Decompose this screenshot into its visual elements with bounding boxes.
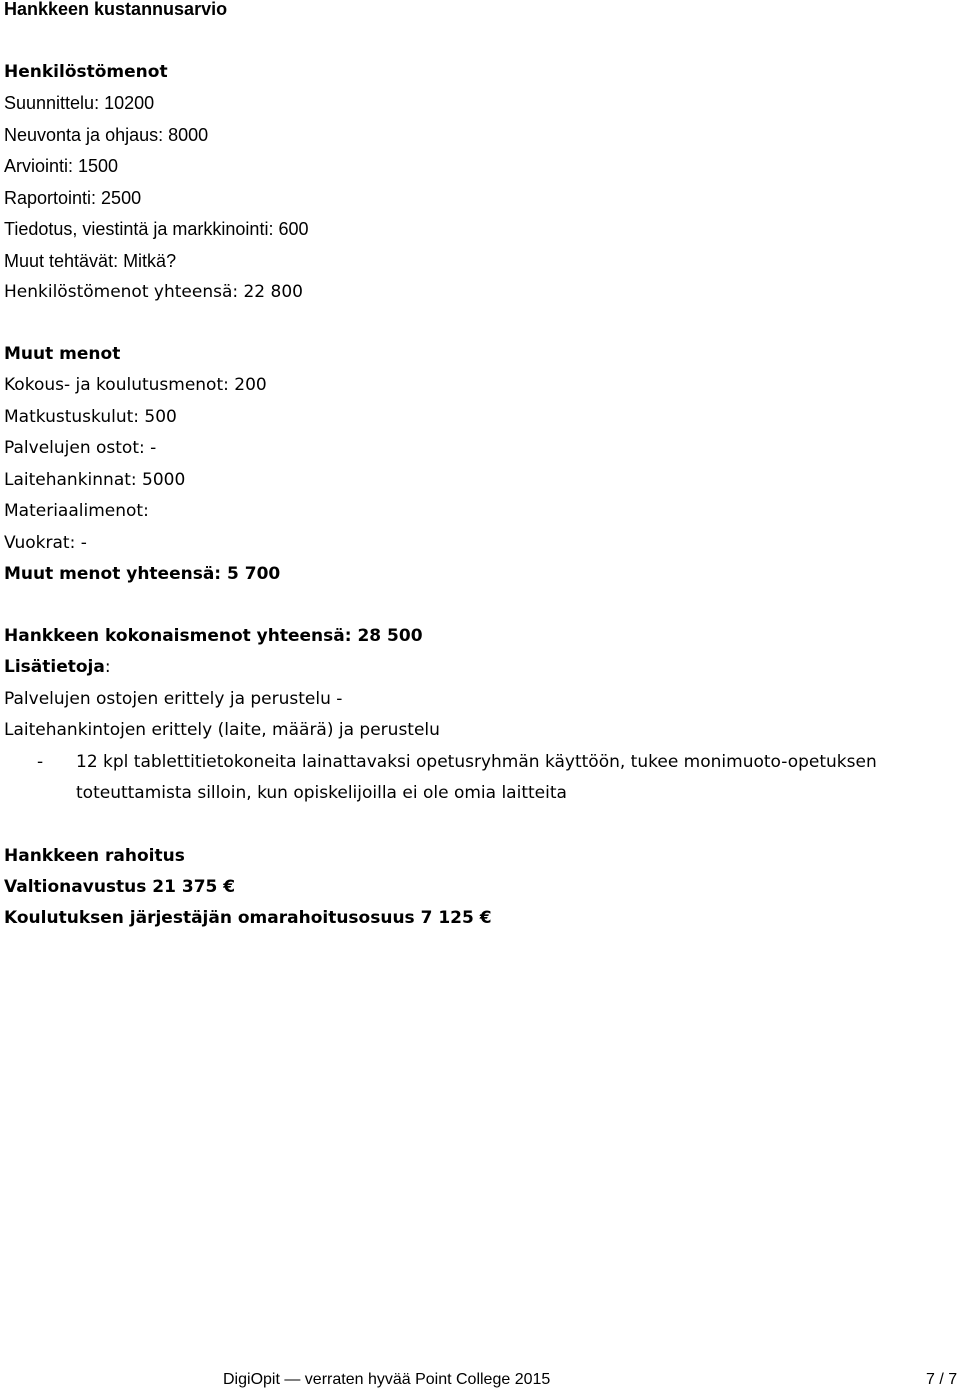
other-item-travel: Matkustuskulut: 500 — [4, 407, 177, 427]
personnel-item-reporting: Raportointi: 2500 — [4, 188, 142, 208]
personnel-item-communication: Tiedotus, viestintä ja markkinointi: 600 — [4, 219, 309, 239]
personnel-item-evaluation: Arviointi: 1500 — [4, 156, 119, 176]
other-item-services: Palvelujen ostot: - — [4, 438, 157, 458]
additional-info-heading: Lisätietoja — [4, 657, 105, 677]
personnel-item-planning: Suunnittelu: 10200 — [4, 93, 155, 113]
self-financing: Koulutuksen järjestäjän omarahoitusosuus 7 125 € — [4, 908, 492, 928]
page-number: 7 / 7 — [926, 1371, 958, 1388]
personnel-total: Henkilöstömenot yhteensä: 22 800 — [4, 282, 303, 302]
other-item-equipment: Laitehankinnat: 5000 — [4, 470, 186, 490]
equipment-specification: Laitehankintojen erittely (laite, määrä) ja perustelu — [4, 720, 440, 740]
other-costs-heading: Muut menot — [4, 344, 121, 364]
state-grant: Valtionavustus 21 375 € — [4, 877, 236, 897]
additional-info-line — [4, 656, 111, 678]
personnel-heading: Henkilöstömenot — [4, 62, 168, 82]
other-item-rent: Vuokrat: - — [4, 533, 87, 553]
other-item-meetings: Kokous- ja koulutusmenot: 200 — [4, 375, 267, 395]
personnel-item-guidance: Neuvonta ja ohjaus: 8000 — [4, 125, 209, 145]
document-title: Hankkeen kustannusarvio — [4, 0, 228, 19]
services-specification: Palvelujen ostojen erittely ja perustelu - — [4, 689, 343, 709]
footer-text: DigiOpit — verraten hyvää Point College 2015 — [223, 1371, 551, 1388]
personnel-item-other-tasks: Muut tehtävät: Mitkä? — [4, 251, 177, 271]
additional-info-colon: : — [104, 657, 111, 677]
bullet-text-line-2: toteuttamista silloin, kun opiskelijoilla ei ole omia laitteita — [76, 783, 567, 803]
other-item-materials: Materiaalimenot: — [4, 501, 149, 521]
funding-heading: Hankkeen rahoitus — [4, 846, 185, 866]
other-costs-total: Muut menot yhteensä: 5 700 — [4, 564, 281, 584]
bullet-marker: - — [37, 752, 44, 772]
bullet-text-line-1: 12 kpl tablettitietokoneita lainattavaksi opetusryhmän käyttöön, tukee monimuoto-opetuksen — [76, 752, 877, 772]
grand-total: Hankkeen kokonaismenot yhteensä: 28 500 — [4, 626, 423, 646]
